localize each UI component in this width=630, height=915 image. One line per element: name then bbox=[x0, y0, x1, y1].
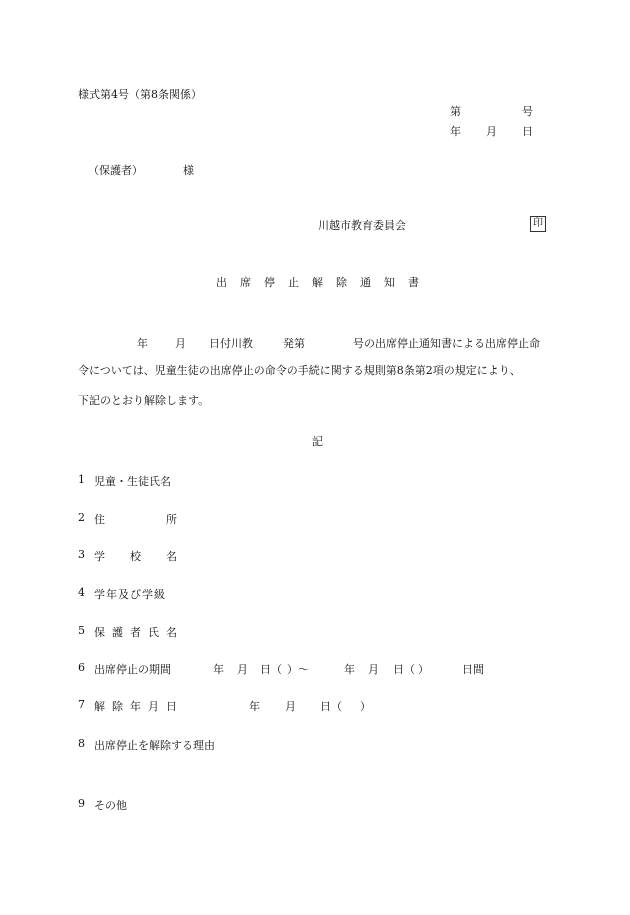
body-year: 年 bbox=[137, 337, 148, 350]
release-day-open: 日（ bbox=[320, 700, 342, 713]
item-number: 1 bbox=[78, 473, 85, 486]
item-label: 解除年月日 bbox=[94, 700, 184, 713]
title-char: 解 bbox=[312, 276, 323, 289]
release-close: ） bbox=[360, 700, 371, 713]
date-year: 年 bbox=[450, 125, 461, 138]
item-label-part: 学 bbox=[94, 550, 105, 563]
item-number: 4 bbox=[78, 586, 86, 599]
body-line1-rest: 号の出席停止通知書による出席停止命 bbox=[353, 337, 540, 350]
title-char: 書 bbox=[408, 276, 419, 289]
item-number: 8 bbox=[78, 737, 85, 750]
item-number: 2 bbox=[78, 511, 85, 524]
issuer-name: 川越市教育委員会 bbox=[318, 219, 406, 232]
ki-heading: 記 bbox=[312, 435, 323, 448]
body-line2: 令については、児童生徒の出席停止の命令の手続に関する規則第8条第2項の規定により、 bbox=[78, 364, 521, 377]
period2-month: 月 bbox=[368, 663, 379, 676]
body-line3: 下記のとおり解除します。 bbox=[78, 394, 210, 407]
period-month: 月 bbox=[237, 663, 248, 676]
title-char: 除 bbox=[336, 276, 347, 289]
date-day: 日 bbox=[522, 125, 533, 138]
recipient-label: （保護者） bbox=[88, 164, 143, 177]
item-label: 保護者氏名 bbox=[94, 626, 184, 639]
body-issue: 発第 bbox=[283, 337, 305, 350]
document-title bbox=[216, 274, 419, 290]
body-month: 月 bbox=[175, 337, 186, 350]
release-month: 月 bbox=[285, 700, 296, 713]
item-label: 学年及び学級 bbox=[94, 588, 166, 601]
period-day-open: 日（ bbox=[260, 663, 282, 676]
form-label: 様式第4号（第8条関係） bbox=[78, 88, 202, 101]
period-year: 年 bbox=[213, 663, 224, 676]
item-number: 5 bbox=[78, 624, 85, 637]
title-char: 出 bbox=[216, 276, 227, 289]
doc-number-prefix: 第 bbox=[450, 105, 461, 118]
item-label: 出席停止を解除する理由 bbox=[94, 739, 215, 752]
item-label: 出席停止の期間 bbox=[94, 663, 171, 676]
period-close: ）〜 bbox=[287, 663, 309, 676]
body-ref: 日付川教 bbox=[209, 337, 253, 350]
title-char: 席 bbox=[240, 276, 251, 289]
period2-year: 年 bbox=[344, 663, 355, 676]
release-year: 年 bbox=[249, 700, 260, 713]
period2-day-open: 日（ bbox=[393, 663, 415, 676]
title-char: 知 bbox=[384, 276, 395, 289]
item-number: 7 bbox=[78, 698, 85, 711]
period2-close: ） bbox=[418, 663, 429, 676]
period-days: 日間 bbox=[462, 663, 484, 676]
item-label-part: 校 bbox=[130, 550, 141, 563]
item-number: 9 bbox=[78, 797, 85, 810]
item-label-part: 所 bbox=[166, 513, 177, 526]
date-month: 月 bbox=[486, 125, 497, 138]
title-char: 停 bbox=[264, 276, 275, 289]
item-number: 3 bbox=[78, 548, 85, 561]
recipient-honorific: 様 bbox=[183, 164, 194, 177]
title-char: 止 bbox=[288, 276, 299, 289]
seal-mark: 印 bbox=[530, 216, 546, 232]
item-label: その他 bbox=[94, 799, 127, 812]
item-label-part: 住 bbox=[94, 513, 105, 526]
doc-number-suffix: 号 bbox=[522, 105, 533, 118]
item-number: 6 bbox=[78, 661, 85, 674]
item-label-part: 名 bbox=[166, 550, 177, 563]
item-label: 児童・生徒氏名 bbox=[94, 475, 171, 488]
title-char: 通 bbox=[360, 276, 371, 289]
